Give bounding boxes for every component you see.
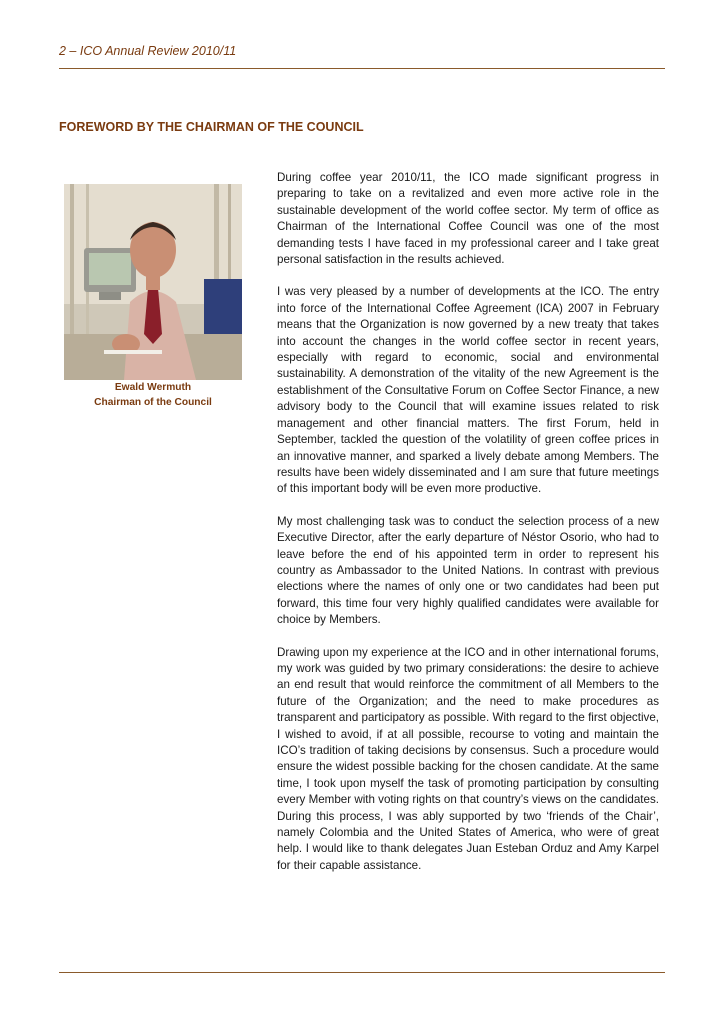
header-divider	[59, 68, 665, 69]
paragraph: My most challenging task was to conduct the selection process of a new Executive Director, after the early departure of Néstor Osorio, who had to leave before the end of his appointed term in order to represent his country as Ambassador to the United Nations. In contrast with previous elections where the names of only one or two candidates had been put forward, this time four very highly qualified candidates were available for choice by Members.	[277, 514, 659, 627]
foreword-body	[277, 170, 659, 890]
caption-role: Chairman of the Council	[94, 397, 212, 408]
chairman-photo	[64, 184, 242, 380]
paragraph: During coffee year 2010/11, the ICO made significant progress in preparing to take on a revitalized and even more active role in the sustainable development of the world coffee sector. My term of office as Chairman of the International Coffee Council was one of the most demanding tests I have faced in my professional career and I take great personal satisfaction in the results achieved.	[277, 171, 659, 267]
paragraph: I was very pleased by a number of developments at the ICO. The entry into force of the International Coffee Agreement (ICA) 2007 in February means that the Organization is now governed by a new treaty that takes into account the changes in the world coffee sector in recent years, especially with regard to economic, social and environmental sustainability. A demonstration of the vitality of the new Agreement is the establishment of the Consultative Forum on Coffee Sector Finance, a new advisory body to the Council that will examine issues related to risk management and other financial matters. The first Forum, held in September, tackled the question of the volatility of green coffee prices in an innovative manner, and sparked a lively debate among Members. The results have been widely disseminated and I am sure that future meetings of this important body will be even more productive.	[277, 285, 659, 496]
photo-caption	[64, 380, 242, 410]
caption-name: Ewald Wermuth	[114, 382, 192, 393]
footer-divider	[59, 972, 665, 973]
running-header: 2 – ICO Annual Review 2010/11	[59, 44, 237, 58]
paragraph: Drawing upon my experience at the ICO and in other international forums, my work was guided by two primary considerations: the desire to achieve an end result that would reinforce the commitment of all Members to the future of the Organization; and the need to make procedures as transparent and participatory as possible. With regard to the first objective, I wished to avoid, if at all possible, recourse to voting and maintain the ICO’s tradition of taking decisions by consensus. Such a procedure would ensure the widest possible backing for the chosen candidate. At the same time, I took upon myself the task of promoting participation by consulting every Member with voting rights on that country’s views on the candidates. During this process, I was ably supported by two ‘friends of the Chair’, namely Colombia and the United States of America, who were of great help. I would like to thank delegates Juan Esteban Orduz and Amy Karpel for their capable assistance.	[277, 645, 659, 872]
chairman-portrait-illustration	[64, 184, 242, 380]
section-title: FOREWORD BY THE CHAIRMAN OF THE COUNCIL	[59, 120, 364, 134]
